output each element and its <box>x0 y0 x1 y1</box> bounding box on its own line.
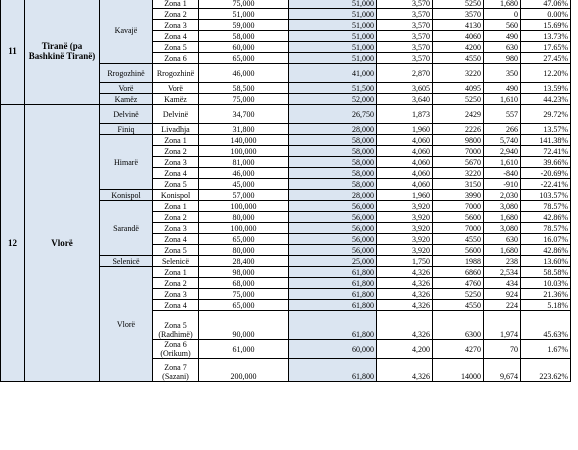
value-e: 630 <box>484 42 521 53</box>
value-d: 4550 <box>433 300 484 311</box>
value-a: 60,000 <box>199 42 289 53</box>
municipality-name: Konispol <box>100 190 153 201</box>
value-e: 3,080 <box>484 201 521 212</box>
value-b: 51,000 <box>289 31 377 42</box>
zone-name: Vorë <box>153 83 199 94</box>
value-a: 75,000 <box>199 94 289 105</box>
value-a: 75,000 <box>199 289 289 300</box>
table-body <box>1 0 571 382</box>
value-d: 2429 <box>433 105 484 124</box>
value-b: 56,000 <box>289 234 377 245</box>
value-b: 58,000 <box>289 157 377 168</box>
value-a: 51,000 <box>199 9 289 20</box>
zone-name: Zona 2 <box>153 146 199 157</box>
value-f: 13.57% <box>521 124 571 135</box>
value-f: 39.66% <box>521 157 571 168</box>
value-f: 29.72% <box>521 105 571 124</box>
value-c: 2,870 <box>377 64 433 83</box>
value-b: 25,000 <box>289 256 377 267</box>
value-c: 4,060 <box>377 179 433 190</box>
zone-name: Rrogozhinë <box>153 64 199 83</box>
value-d: 5250 <box>433 94 484 105</box>
zone-name: Zona 7 (Sazani) <box>153 359 199 382</box>
value-b: 61,800 <box>289 278 377 289</box>
value-d: 4550 <box>433 234 484 245</box>
value-f: 223.62% <box>521 359 571 382</box>
value-c: 3,570 <box>377 42 433 53</box>
zone-name: Zona 2 <box>153 212 199 223</box>
value-d: 3570 <box>433 9 484 20</box>
value-f: 47.06% <box>521 0 571 9</box>
value-b: 61,800 <box>289 359 377 382</box>
zone-name: Zona 5 <box>153 179 199 190</box>
value-c: 3,640 <box>377 94 433 105</box>
value-e: 1,680 <box>484 245 521 256</box>
value-e: 224 <box>484 300 521 311</box>
municipality-name: Finiq <box>100 124 153 135</box>
value-c: 4,060 <box>377 146 433 157</box>
value-e: 2,030 <box>484 190 521 201</box>
value-a: 57,000 <box>199 190 289 201</box>
group-number: 12 <box>1 105 25 382</box>
municipality-name: Sarandë <box>100 201 153 256</box>
value-a: 98,000 <box>199 267 289 278</box>
value-e: 350 <box>484 64 521 83</box>
value-d: 5600 <box>433 212 484 223</box>
value-b: 52,000 <box>289 94 377 105</box>
zone-name: Zona 3 <box>153 157 199 168</box>
value-f: 16.07% <box>521 234 571 245</box>
value-a: 46,000 <box>199 168 289 179</box>
value-c: 3,605 <box>377 83 433 94</box>
value-b: 56,000 <box>289 212 377 223</box>
value-e: 238 <box>484 256 521 267</box>
value-c: 4,326 <box>377 311 433 340</box>
value-b: 58,000 <box>289 135 377 146</box>
value-a: 90,000 <box>199 311 289 340</box>
zone-name: Livadhja <box>153 124 199 135</box>
zone-name: Selenicë <box>153 256 199 267</box>
value-b: 58,000 <box>289 179 377 190</box>
municipality-name: Himarë <box>100 135 153 190</box>
value-f: 13.73% <box>521 31 571 42</box>
value-d: 2226 <box>433 124 484 135</box>
value-b: 61,800 <box>289 267 377 278</box>
value-e: 1,680 <box>484 212 521 223</box>
value-a: 58,000 <box>199 31 289 42</box>
value-e: 1,610 <box>484 157 521 168</box>
value-b: 51,000 <box>289 9 377 20</box>
value-d: 6300 <box>433 311 484 340</box>
value-f: 27.45% <box>521 53 571 64</box>
zone-name: Zona 1 <box>153 0 199 9</box>
value-e: 1,610 <box>484 94 521 105</box>
value-e: -910 <box>484 179 521 190</box>
zone-name: Zona 1 <box>153 267 199 278</box>
value-a: 68,000 <box>199 278 289 289</box>
value-f: 103.57% <box>521 190 571 201</box>
value-b: 56,000 <box>289 245 377 256</box>
value-d: 7000 <box>433 223 484 234</box>
value-c: 4,326 <box>377 267 433 278</box>
value-f: 42.86% <box>521 212 571 223</box>
value-e: 924 <box>484 289 521 300</box>
value-f: 1.67% <box>521 340 571 359</box>
value-c: 3,570 <box>377 9 433 20</box>
value-a: 100,000 <box>199 146 289 157</box>
zone-name: Delvinë <box>153 105 199 124</box>
value-e: 630 <box>484 234 521 245</box>
zone-name: Zona 1 <box>153 135 199 146</box>
value-c: 3,570 <box>377 53 433 64</box>
value-c: 4,060 <box>377 168 433 179</box>
value-d: 4095 <box>433 83 484 94</box>
group-city: Vlorë <box>25 105 100 382</box>
value-f: -22.41% <box>521 179 571 190</box>
value-d: 3220 <box>433 168 484 179</box>
group-number: 11 <box>1 0 25 105</box>
value-d: 4200 <box>433 42 484 53</box>
value-f: 58.58% <box>521 267 571 278</box>
zone-name: Zona 5 (Radhimë) <box>153 311 199 340</box>
value-c: 3,570 <box>377 31 433 42</box>
zone-name: Zona 3 <box>153 289 199 300</box>
zone-name: Kamëz <box>153 94 199 105</box>
zone-name: Zona 2 <box>153 278 199 289</box>
value-d: 9800 <box>433 135 484 146</box>
value-f: 0.00% <box>521 9 571 20</box>
value-f: 17.65% <box>521 42 571 53</box>
value-a: 65,000 <box>199 53 289 64</box>
value-d: 4130 <box>433 20 484 31</box>
value-b: 61,800 <box>289 289 377 300</box>
value-c: 3,920 <box>377 212 433 223</box>
value-c: 4,326 <box>377 278 433 289</box>
value-f: 21.36% <box>521 289 571 300</box>
zone-name: Zona 2 <box>153 9 199 20</box>
value-b: 51,000 <box>289 0 377 9</box>
value-d: 14000 <box>433 359 484 382</box>
value-b: 60,000 <box>289 340 377 359</box>
table-row <box>1 0 571 9</box>
value-f: 5.18% <box>521 300 571 311</box>
value-c: 3,920 <box>377 234 433 245</box>
table-row <box>1 105 571 124</box>
value-d: 5600 <box>433 245 484 256</box>
value-e: 70 <box>484 340 521 359</box>
value-c: 1,960 <box>377 124 433 135</box>
value-b: 51,500 <box>289 83 377 94</box>
value-e: -840 <box>484 168 521 179</box>
value-f: 13.60% <box>521 256 571 267</box>
value-d: 3150 <box>433 179 484 190</box>
group-city: Tiranë (pa Bashkinë Tiranë) <box>25 0 100 105</box>
value-b: 58,000 <box>289 146 377 157</box>
value-f: 72.41% <box>521 146 571 157</box>
value-f: 45.63% <box>521 311 571 340</box>
zone-name: Zona 4 <box>153 168 199 179</box>
value-c: 4,326 <box>377 300 433 311</box>
value-b: 26,750 <box>289 105 377 124</box>
value-d: 7000 <box>433 201 484 212</box>
value-a: 61,000 <box>199 340 289 359</box>
zone-name: Zona 6 (Orikum) <box>153 340 199 359</box>
value-a: 80,000 <box>199 212 289 223</box>
value-d: 3990 <box>433 190 484 201</box>
value-e: 2,940 <box>484 146 521 157</box>
value-f: 10.03% <box>521 278 571 289</box>
municipality-name: Kamëz <box>100 94 153 105</box>
value-f: 13.59% <box>521 83 571 94</box>
zone-name: Konispol <box>153 190 199 201</box>
value-c: 3,920 <box>377 245 433 256</box>
value-a: 81,000 <box>199 157 289 168</box>
zone-name: Zona 5 <box>153 42 199 53</box>
value-e: 1,680 <box>484 0 521 9</box>
value-e: 1,974 <box>484 311 521 340</box>
value-c: 3,920 <box>377 223 433 234</box>
value-b: 61,800 <box>289 311 377 340</box>
value-f: 42.86% <box>521 245 571 256</box>
value-d: 5250 <box>433 289 484 300</box>
value-d: 5670 <box>433 157 484 168</box>
value-b: 56,000 <box>289 201 377 212</box>
value-e: 557 <box>484 105 521 124</box>
value-c: 3,570 <box>377 20 433 31</box>
value-b: 56,000 <box>289 223 377 234</box>
value-d: 4760 <box>433 278 484 289</box>
value-a: 58,500 <box>199 83 289 94</box>
value-e: 560 <box>484 20 521 31</box>
value-a: 65,000 <box>199 234 289 245</box>
value-c: 1,960 <box>377 190 433 201</box>
value-d: 5250 <box>433 0 484 9</box>
value-b: 51,000 <box>289 42 377 53</box>
value-c: 1,750 <box>377 256 433 267</box>
value-e: 0 <box>484 9 521 20</box>
value-b: 51,000 <box>289 53 377 64</box>
value-e: 9,674 <box>484 359 521 382</box>
value-c: 3,920 <box>377 201 433 212</box>
value-e: 980 <box>484 53 521 64</box>
value-b: 61,800 <box>289 300 377 311</box>
value-a: 31,800 <box>199 124 289 135</box>
value-a: 140,000 <box>199 135 289 146</box>
value-a: 34,700 <box>199 105 289 124</box>
value-a: 200,000 <box>199 359 289 382</box>
value-c: 4,060 <box>377 157 433 168</box>
value-c: 4,060 <box>377 135 433 146</box>
value-e: 2,534 <box>484 267 521 278</box>
value-a: 75,000 <box>199 0 289 9</box>
value-d: 6860 <box>433 267 484 278</box>
zone-name: Zona 3 <box>153 223 199 234</box>
value-c: 4,326 <box>377 359 433 382</box>
value-f: 141.38% <box>521 135 571 146</box>
value-a: 45,000 <box>199 179 289 190</box>
municipality-name: Vorë <box>100 83 153 94</box>
zone-name: Zona 5 <box>153 245 199 256</box>
municipality-name: Rrogozhinë <box>100 64 153 83</box>
value-f: 12.20% <box>521 64 571 83</box>
value-e: 3,080 <box>484 223 521 234</box>
value-f: -20.69% <box>521 168 571 179</box>
value-d: 4060 <box>433 31 484 42</box>
value-b: 28,000 <box>289 124 377 135</box>
value-c: 3,570 <box>377 0 433 9</box>
municipality-name: Delvinë <box>100 105 153 124</box>
value-d: 4270 <box>433 340 484 359</box>
value-e: 490 <box>484 31 521 42</box>
value-f: 44.23% <box>521 94 571 105</box>
value-f: 78.57% <box>521 201 571 212</box>
municipality-name: Vlorë <box>100 267 153 382</box>
zone-name: Zona 4 <box>153 300 199 311</box>
value-c: 4,200 <box>377 340 433 359</box>
value-a: 100,000 <box>199 223 289 234</box>
value-a: 59,000 <box>199 20 289 31</box>
value-e: 266 <box>484 124 521 135</box>
value-a: 100,000 <box>199 201 289 212</box>
value-a: 80,000 <box>199 245 289 256</box>
value-d: 1988 <box>433 256 484 267</box>
value-c: 1,873 <box>377 105 433 124</box>
value-d: 4550 <box>433 53 484 64</box>
value-e: 5,740 <box>484 135 521 146</box>
zone-name: Zona 4 <box>153 234 199 245</box>
value-c: 4,326 <box>377 289 433 300</box>
value-a: 46,000 <box>199 64 289 83</box>
value-a: 65,000 <box>199 300 289 311</box>
value-e: 490 <box>484 83 521 94</box>
municipality-name: Kavajë <box>100 0 153 64</box>
value-f: 15.69% <box>521 20 571 31</box>
value-d: 3220 <box>433 64 484 83</box>
zone-name: Zona 1 <box>153 201 199 212</box>
value-e: 434 <box>484 278 521 289</box>
zone-name: Zona 3 <box>153 20 199 31</box>
value-b: 28,000 <box>289 190 377 201</box>
municipality-name: Selenicë <box>100 256 153 267</box>
zone-name: Zona 6 <box>153 53 199 64</box>
value-d: 7000 <box>433 146 484 157</box>
value-a: 28,400 <box>199 256 289 267</box>
value-b: 58,000 <box>289 168 377 179</box>
value-b: 41,000 <box>289 64 377 83</box>
value-f: 78.57% <box>521 223 571 234</box>
value-b: 51,000 <box>289 20 377 31</box>
zone-name: Zona 4 <box>153 31 199 42</box>
